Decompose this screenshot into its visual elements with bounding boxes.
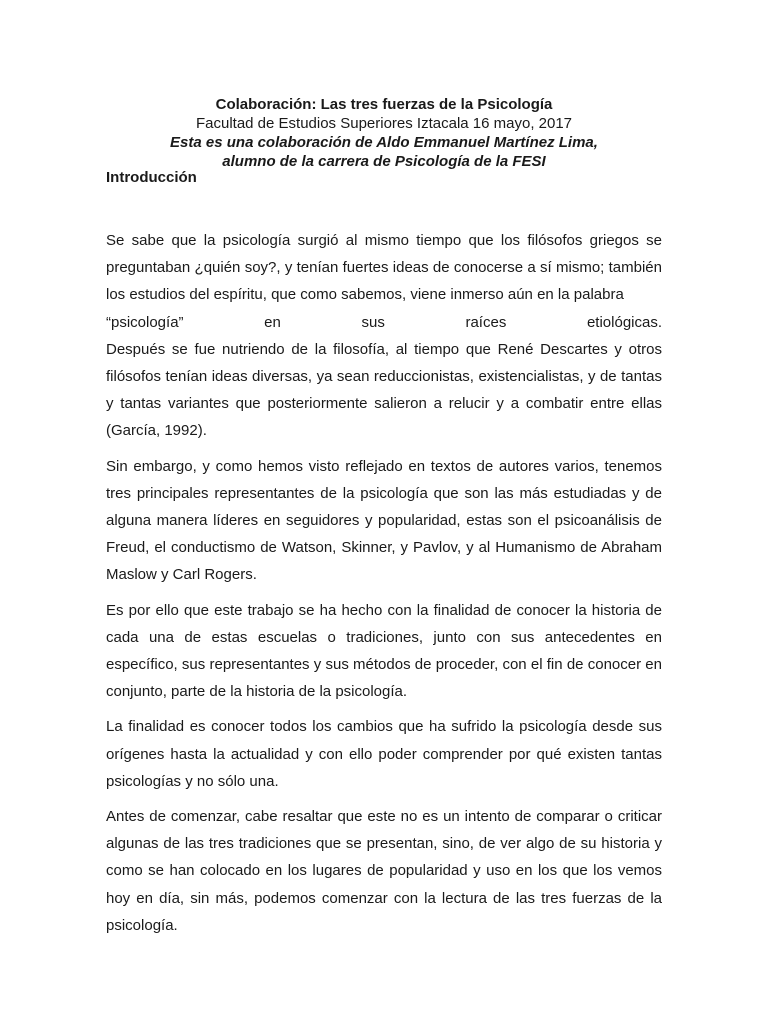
section-heading: Introducción [106, 169, 197, 186]
paragraph-3 [106, 453, 662, 589]
paragraph-2 [106, 336, 662, 445]
paragraph-5-text: La finalidad es conocer todos los cambios que ha sufrido la psicología desde sus orígenes hasta la actualidad y con ello poder comprender por qué existen tantas psicologías y no sólo una. [106, 718, 662, 790]
paragraph-2-text: Después se fue nutriendo de la filosofía, al tiempo que René Descartes y otros filósofos tenían ideas diversas, ya sean reduccionistas, existencialistas, y de tantas y tantas variantes que posteriormente salieron a relucir y a combatir entre ellas (García, 1992). [106, 340, 662, 440]
credit-line-1: Esta es una colaboración de Aldo Emmanuel Martínez Lima, [170, 134, 598, 151]
paragraph-6 [106, 803, 662, 939]
paragraph-1-continued-text: “psicología” en sus raíces etiológicas. [106, 313, 662, 331]
credit-line-2: alumno de la carrera de Psicología de la FESI [222, 153, 546, 170]
paragraph-4-text: Es por ello que este trabajo se ha hecho con la finalidad de conocer la historia de cada una de estas escuelas o tradiciones, junto con sus antecedentes en específico, sus representantes y sus métodos de proceder, con el fin de conocer en conjunto, parte de la historia de la psicología. [106, 601, 662, 701]
paragraph-1-text: Se sabe que la psicología surgió al mismo tiempo que los filósofos griegos se preguntaban ¿quién soy?, y tenían fuertes ideas de conocerse a sí mismo; también los estudios del espíritu, que como sabemos, viene inmerso aún en la palabra [106, 232, 662, 304]
paragraph-5 [106, 713, 662, 795]
document-header [0, 95, 768, 171]
paragraph-1 [106, 227, 662, 309]
paragraph-1-continued [106, 309, 662, 336]
document-title: Colaboración: Las tres fuerzas de la Psicología [215, 96, 553, 113]
document-subtitle: Facultad de Estudios Superiores Iztacala 16 mayo, 2017 [195, 115, 573, 132]
paragraph-3-text: Sin embargo, y como hemos visto reflejado en textos de autores varios, tenemos tres principales representantes de la psicología que son las más estudiadas y de alguna manera líderes en seguidores y popularidad, estas son el psicoanálisis de Freud, el conductismo de Watson, Skinner, y Pavlov, y al Humanismo de Abraham Maslow y Carl Rogers. [106, 457, 662, 584]
paragraph-6-text: Antes de comenzar, cabe resaltar que este no es un intento de comparar o criticar algunas de las tres tradiciones que se presentan, sino, de ver algo de su historia y como se han colocado en los lugares de popularidad y uso en los que los vemos hoy en día, sin más, podemos comenzar con la lectura de las tres fuerzas de la psicología. [106, 808, 662, 934]
document-body [106, 227, 662, 947]
paragraph-4 [106, 597, 662, 706]
